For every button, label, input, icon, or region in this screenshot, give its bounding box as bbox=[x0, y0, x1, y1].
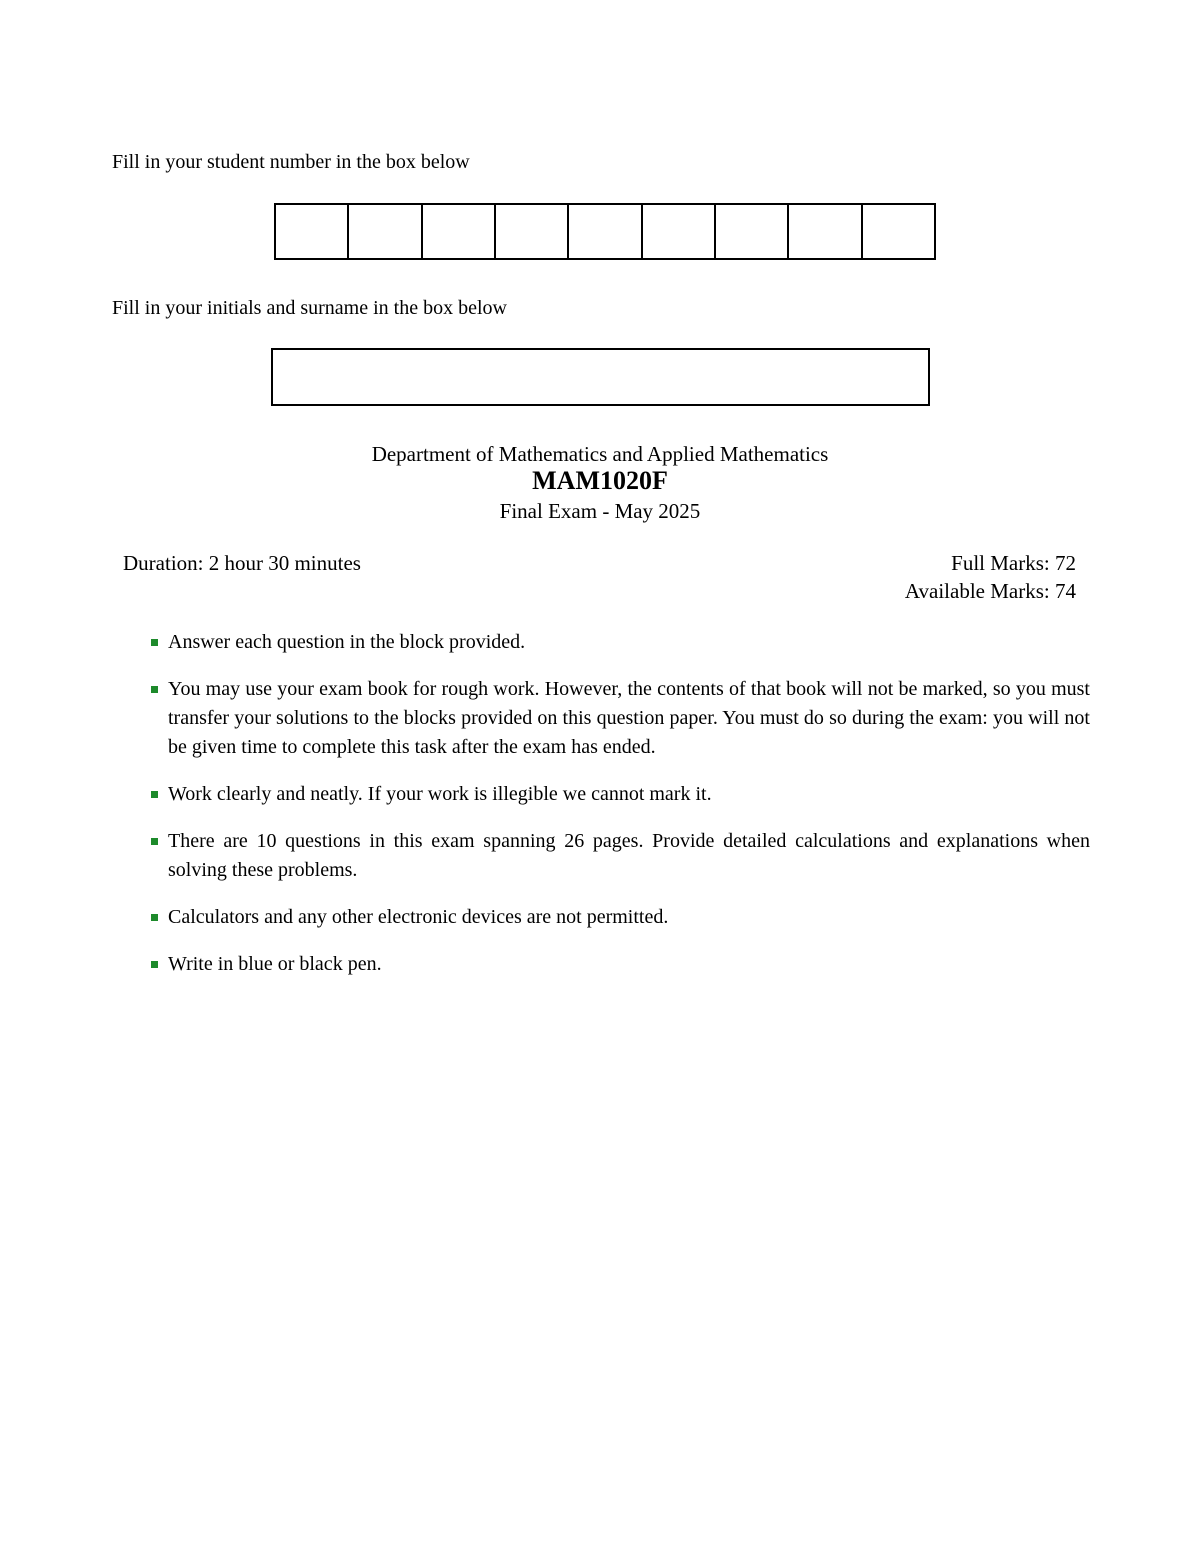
name-prompt: Fill in your initials and surname in the box below bbox=[112, 297, 507, 319]
instruction-item bbox=[150, 903, 1090, 932]
instruction-text: Answer each question in the block provided. bbox=[168, 631, 526, 653]
instruction-text: Calculators and any other electronic devices are not permitted. bbox=[168, 906, 669, 928]
square-bullet-icon bbox=[151, 914, 158, 921]
instruction-text: Work clearly and neatly. If your work is illegible we cannot mark it. bbox=[168, 783, 712, 805]
full-marks: Full Marks: 72 bbox=[951, 551, 1076, 575]
student-number-digit-box[interactable] bbox=[496, 205, 569, 258]
student-number-digit-box[interactable] bbox=[349, 205, 422, 258]
student-number-digit-box[interactable] bbox=[716, 205, 789, 258]
student-number-digit-box[interactable] bbox=[863, 205, 934, 258]
course-code: MAM1020F bbox=[532, 466, 668, 495]
available-marks: Available Marks: 74 bbox=[904, 579, 1076, 603]
square-bullet-icon bbox=[151, 961, 158, 968]
instruction-text: You may use your exam book for rough work. However, the contents of that book will not be marked, so you must transfer your solutions to the blocks provided on this question paper. You must do so during the exam: you will not be given time to complete this task after the exam has ended. bbox=[168, 678, 1090, 758]
instruction-item bbox=[150, 950, 1090, 979]
square-bullet-icon bbox=[151, 838, 158, 845]
student-number-boxes bbox=[274, 203, 936, 260]
student-number-digit-box[interactable] bbox=[569, 205, 642, 258]
square-bullet-icon bbox=[151, 639, 158, 646]
student-number-digit-box[interactable] bbox=[423, 205, 496, 258]
square-bullet-icon bbox=[151, 686, 158, 693]
student-number-prompt: Fill in your student number in the box below bbox=[112, 151, 470, 173]
instruction-text: There are 10 questions in this exam spanning 26 pages. Provide detailed calculations and explanations when solving these problems. bbox=[168, 830, 1090, 881]
square-bullet-icon bbox=[151, 791, 158, 798]
name-box[interactable] bbox=[271, 348, 930, 406]
student-number-digit-box[interactable] bbox=[276, 205, 349, 258]
student-number-digit-box[interactable] bbox=[643, 205, 716, 258]
instruction-item bbox=[150, 675, 1090, 762]
instruction-item bbox=[150, 628, 1090, 657]
department-name: Department of Mathematics and Applied Mathematics bbox=[371, 442, 829, 466]
instructions-list bbox=[150, 628, 1090, 997]
instruction-item bbox=[150, 827, 1090, 885]
exam-title: Final Exam - May 2025 bbox=[499, 499, 701, 523]
instruction-text: Write in blue or black pen. bbox=[168, 953, 382, 975]
duration: Duration: 2 hour 30 minutes bbox=[123, 551, 361, 575]
instruction-item bbox=[150, 780, 1090, 809]
student-number-digit-box[interactable] bbox=[789, 205, 862, 258]
